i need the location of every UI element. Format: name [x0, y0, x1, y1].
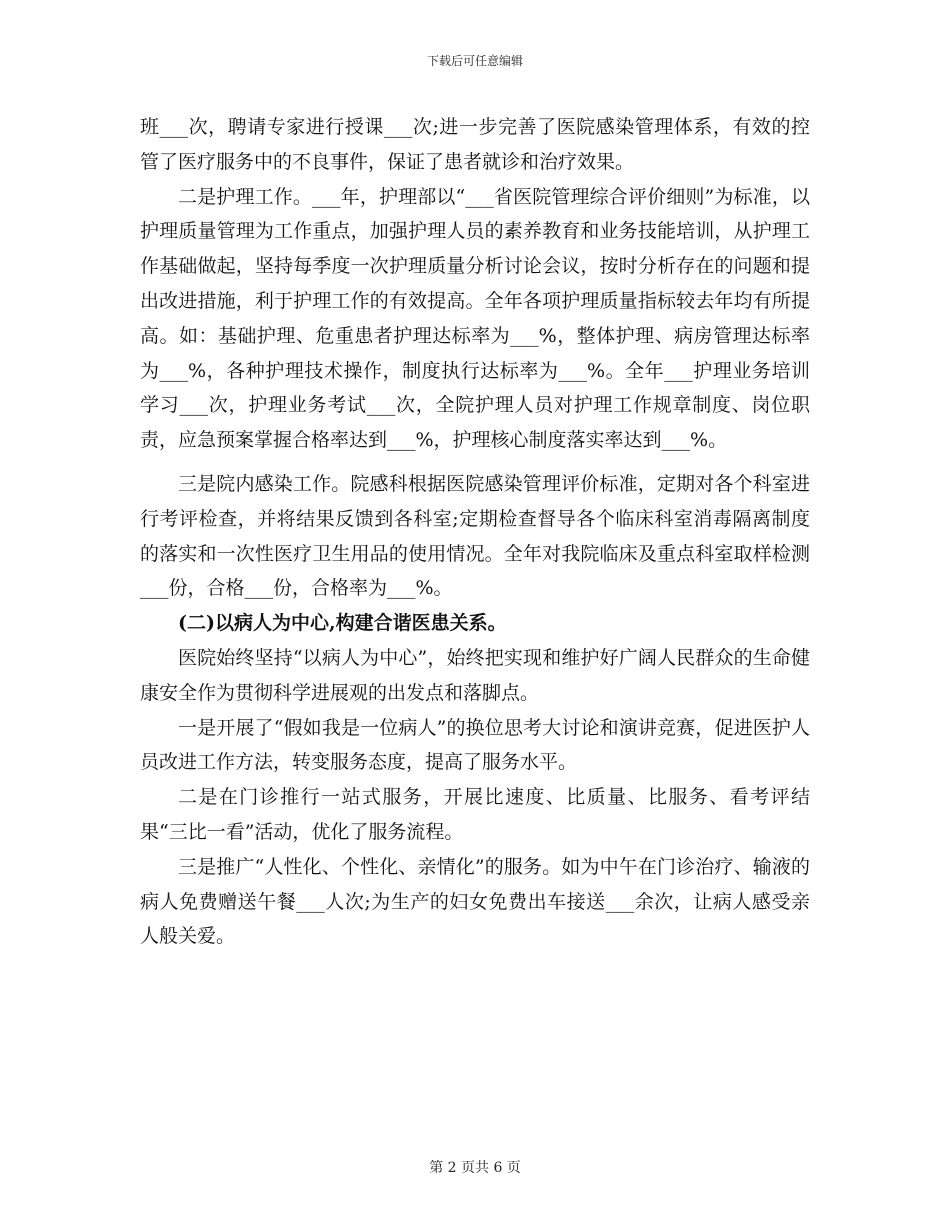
section-heading: (二)以病人为中心,构建合谐医患关系。 — [178, 612, 507, 635]
page-header: 下载后可任意编辑 — [426, 54, 523, 68]
paragraph-training-summary: 班___次，聘请专家进行授课___次;进一步完善了医院感染管理体系，有效的控管了医疗服务中的不良事件，保证了患者就诊和治疗效果。 — [140, 116, 810, 173]
page-number: 第 2 页共 6 页 — [429, 1160, 521, 1176]
paragraph-patient-centered: 医院始终坚持“以病人为中心”，始终把实现和维护好广阔人民群众的生命健康安全作为贯彻科学进展观的出发点和落脚点。 — [140, 646, 810, 704]
paragraph-role-reversal: 一是开展了“假如我是一位病人”的换位思考大讨论和演讲竞赛，促进医护人员改进工作方法，转变服务态度，提高了服务水平。 — [140, 716, 810, 774]
document-body — [140, 110, 810, 954]
paragraph-infection-control: 三是院内感染工作。院感科根据医院感染管理评价标准，定期对各个科室进行考评检查，并将结果反馈到各科室;定期检查督导各个临床科室消毒隔离制度的落实和一次性医疗卫生用品的使用情况。全年对我院临床及重点科室取样检测___份，合格___份，合格率为___%。 — [140, 472, 810, 600]
paragraph-one-stop-service: 二是在门诊推行一站式服务，开展比速度、比质量、比服务、看考评结果“三比一看”活动，优化了服务流程。 — [140, 786, 810, 843]
paragraph-humanized-service: 三是推广“人性化、个性化、亲情化”的服务。如为中午在门诊治疗、输液的病人免费赠送午餐___人次;为生产的妇女免费出车接送___余次，让病人感受亲人般关爱。 — [140, 855, 810, 948]
paragraph-nursing-work: 二是护理工作。___年，护理部以“___省医院管理综合评价细则”为标准，以护理质量管理为工作重点，加强护理人员的素养教育和业务技能培训，从护理工作基础做起，坚持每季度一次护理质量分析讨论会议，按时分析存在的问题和提出改进措施，利于护理工作的有效提高。全年各项护理质量指标较去年均有所提高。如：基础护理、危重患者护理达标率为___%，整体护理、病房管理达标率为___%，各种护理技术操作，制度执行达标率为___%。全年___护理业务培训学习___次，护理业务考试___次，全院护理人员对护理工作规章制度、岗位职责，应急预案掌握合格率达到___%，护理核心制度落实率达到___%。 — [140, 185, 810, 452]
